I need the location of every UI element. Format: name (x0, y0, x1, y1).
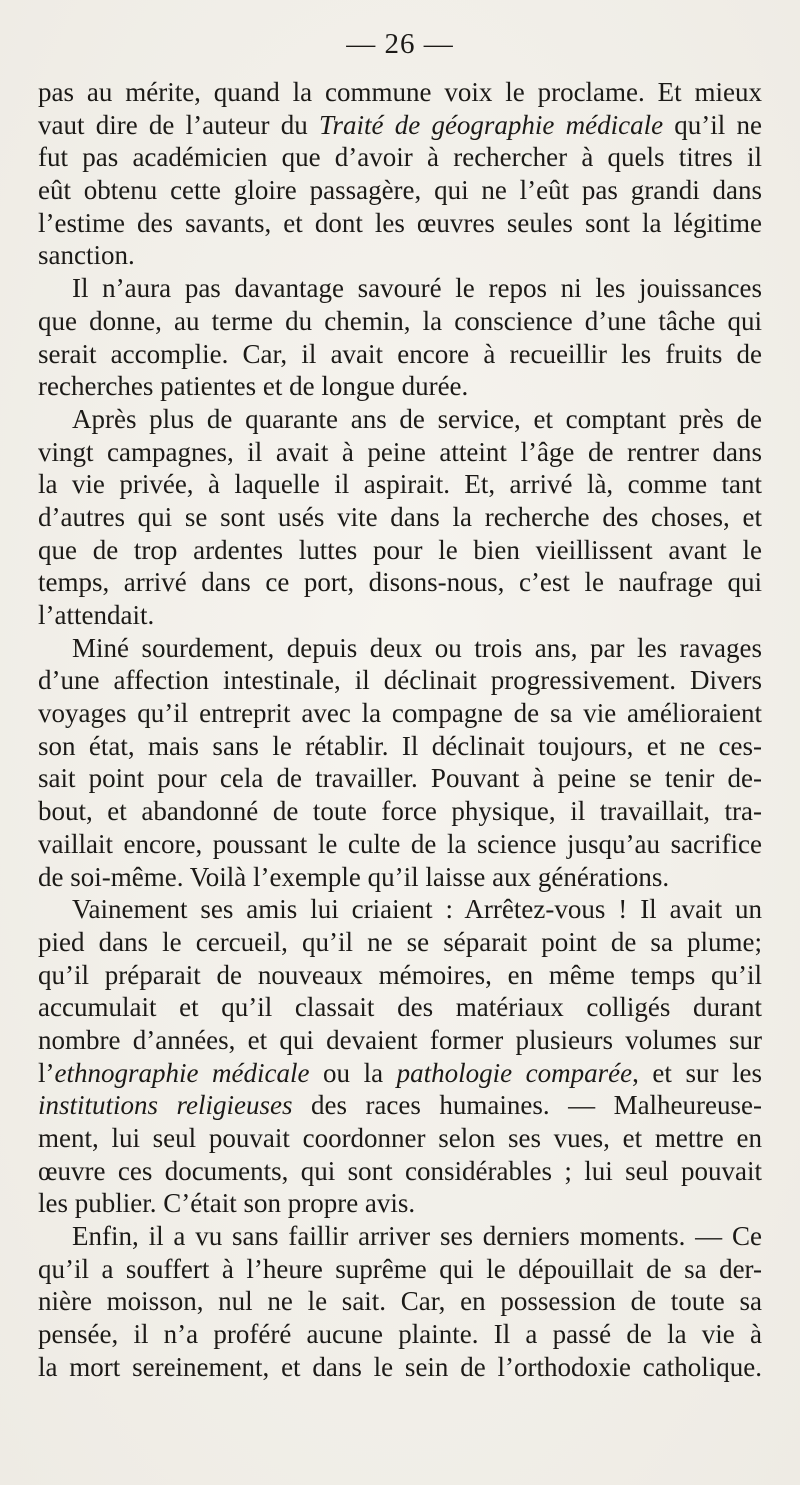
text-line (38, 632, 762, 665)
text-segment: ment, lui seul pouvait coordonner selon ses vues, et mettre en (38, 1123, 762, 1153)
text-line (38, 697, 762, 730)
text-line (38, 76, 762, 109)
text-segment: sait point pour cela de travailler. Pouvant à peine se tenir de- (38, 763, 762, 794)
text-line (38, 566, 762, 599)
text-segment: vaillait encore, poussant le culte de la science jusqu’au sacrifice (38, 828, 762, 859)
text-segment: d’autres qui se sont usés vite dans la recherche des choses, et (38, 501, 762, 532)
text-segment: Enfin, il a vu sans faillir arriver ses derniers moments. — Ce (72, 1221, 762, 1252)
text-line (38, 828, 762, 861)
text-segment: Il n’aura pas davantage savouré le repos ni les jouissances (72, 273, 762, 304)
text-segment: que donne, au terme du chemin, la conscience d’une tâche qui (38, 305, 762, 336)
page-number: — 26 — (346, 28, 454, 60)
text-line (38, 1122, 762, 1155)
text-segment: vingt campagnes, il avait à peine atteint l’âge de rentrer dans (38, 436, 762, 467)
text-line (38, 991, 762, 1024)
text-segment: qu’il ne (663, 109, 762, 140)
text-segment: son état, mais sans le rétablir. Il déclinait toujours, et ne ces- (38, 730, 762, 761)
text-segment: Après plus de quarante ans de service, et comptant près de (72, 403, 762, 434)
text-line (38, 174, 762, 207)
text-line (38, 501, 762, 534)
text-line (38, 109, 762, 142)
text-line (38, 664, 762, 697)
text-segment: œuvre ces documents, qui sont considérables ; lui seul pouvait (38, 1155, 762, 1186)
text-line (38, 468, 762, 501)
text-segment: vaut dire de l’auteur du (38, 109, 319, 140)
text-segment: voyages qu’il entreprit avec la compagne de sa vie amélioraient (38, 698, 762, 729)
text-line (38, 926, 762, 959)
text-segment: Vainement ses amis lui criaient : Arrêtez-vous ! Il avait un (72, 894, 762, 925)
text-line (38, 762, 762, 795)
text-line (38, 403, 762, 436)
text-line (38, 1024, 762, 1057)
text-segment: que de trop ardentes luttes pour le bien vieillissent avant le (38, 534, 762, 565)
text-segment: de soi-même. Voilà l’exemple qu’il laisse aux générations. (38, 861, 670, 892)
text-segment: pensée, il n’a proféré aucune plainte. Il a passé de la vie à (38, 1319, 762, 1350)
text-segment: Miné sourdement, depuis deux ou trois ans, par les ravages (72, 632, 762, 663)
text-line (38, 1089, 762, 1122)
text-segment: fut pas académicien que d’avoir à rechercher à quels titres il (38, 142, 762, 173)
text-line (38, 1351, 762, 1384)
text-line (38, 239, 762, 272)
text-segment: recherches patientes et de longue durée. (38, 371, 469, 402)
text-segment: bout, et abandonné de toute force physique, il travaillait, tra- (38, 796, 762, 827)
text-line (38, 370, 762, 403)
text-segment: qu’il préparait de nouveaux mémoires, en même temps qu’il (38, 959, 762, 990)
text-segment: l’ (38, 1057, 55, 1088)
text-segment: pied dans le cercueil, qu’il ne se séparait point de sa plume; (38, 926, 762, 957)
text-line (38, 1318, 762, 1351)
italic-title-segment: ethnographie médicale (54, 1057, 310, 1088)
text-line (38, 599, 762, 632)
text-segment: des races humaines. — Malheureuse- (292, 1090, 762, 1121)
text-line (38, 338, 762, 371)
text-segment: pas au mérite, quand la commune voix le proclame. Et mieux (38, 77, 762, 107)
italic-title-segment: institutions religieuses (38, 1090, 293, 1121)
text-line (38, 534, 762, 567)
italic-title-segment: Traité de géographie médicale (319, 109, 664, 140)
text-line (38, 436, 762, 469)
text-line (38, 1285, 762, 1318)
italic-title-segment: pathologie comparée (396, 1057, 633, 1088)
text-segment: d’une affection intestinale, il déclinait progressivement. Divers (38, 665, 762, 696)
text-segment: temps, arrivé dans ce port, disons-nous, c’est le naufrage qui (38, 567, 762, 598)
text-line (38, 141, 762, 174)
text-line (38, 305, 762, 338)
text-line (38, 1253, 762, 1286)
text-segment: accumulait et qu’il classait des matériaux colligés durant (38, 992, 762, 1023)
text-segment: ou la (309, 1057, 397, 1088)
text-segment: nombre d’années, et qui devaient former plusieurs volumes sur (38, 1024, 762, 1055)
text-line (38, 861, 762, 894)
text-line (38, 1220, 762, 1253)
body-text (38, 76, 762, 1384)
text-segment: , et sur les (632, 1057, 762, 1088)
text-line (38, 795, 762, 828)
text-line (38, 1155, 762, 1188)
text-line (38, 1187, 762, 1220)
text-line (38, 272, 762, 305)
text-segment: les publier. C’était son propre avis. (38, 1188, 416, 1219)
text-line (38, 207, 762, 240)
text-line (38, 893, 762, 926)
text-segment: sanction. (38, 240, 135, 271)
text-segment: l’estime des savants, et dont les œuvres seules sont la légitime (38, 207, 762, 238)
text-segment: eût obtenu cette gloire passagère, qui ne l’eût pas grandi dans (38, 175, 762, 206)
text-line (38, 1057, 762, 1090)
text-segment: la vie privée, à laquelle il aspirait. Et, arrivé là, comme tant (38, 469, 762, 500)
text-segment: qu’il a souffert à l’heure suprême qui le dépouillait de sa der- (38, 1253, 762, 1284)
text-segment: nière moisson, nul ne le sait. Car, en possession de toute sa (38, 1286, 762, 1317)
text-line (38, 959, 762, 992)
text-line (38, 730, 762, 763)
text-segment: la mort sereinement, et dans le sein de l’orthodoxie catholique. (38, 1351, 762, 1382)
text-segment: serait accomplie. Car, il avait encore à recueillir les fruits de (38, 338, 762, 369)
text-segment: l’attendait. (38, 600, 155, 630)
